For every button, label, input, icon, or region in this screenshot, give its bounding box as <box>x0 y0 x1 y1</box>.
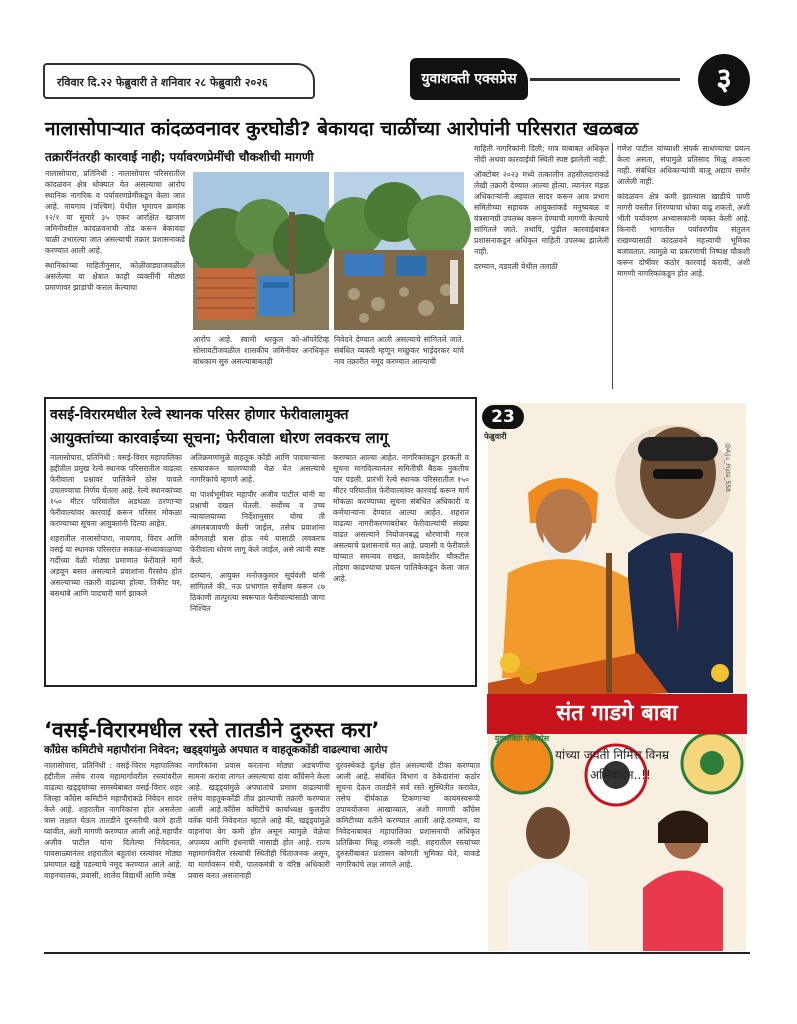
article2-col2 <box>190 452 325 684</box>
article1-col1-p1: नालासोपारा, प्रतिनिधी : नालासोपारा परिसरातील कांदळवन क्षेत्र धोक्यात येत असल्याचा आरोप स्थानिक नागरिक व पर्यावरणप्रेमींकडून केला जात आहे. नायगाव (पश्चिम) येथील भूमापन क्रमांक १२/१ या सुमारे ३५ एकर आरक्षित खाजण जमिनीवरील कांदळवनाची तोड करून बेकायदा चाळी उभारल्या जात असल्याची तक्रार प्रशासनाकडे करण्यात आली आहे. <box>45 169 185 255</box>
advert-line1: यांच्या जयंती निमित्त विनम्र <box>555 748 670 762</box>
article1-col5-p2: कांदळवन क्षेत्र कमी झाल्यास खाडीचे पाणी नागरी वस्तीत शिरण्याचा धोका वाढू शकतो, अशी भीती पर्यावरण अभ्यासकांनी व्यक्त केली आहे. किनारी भागातील पर्यावरणीय संतुलन राखण्यासाठी कांदळवने महत्त्वाची भूमिका बजावतात. त्यामुळे या प्रकरणाची निष्पक्ष चौकशी करून दोषींवर कठोर कारवाई करावी, अशी मागणी नागरिकांकडून होत आहे. <box>617 192 750 278</box>
photo-mangrove-site-art <box>334 172 464 330</box>
header-rule <box>530 78 680 81</box>
article1-col4 <box>474 143 609 393</box>
article2-col2-p1: अतिक्रमणांमुळे वाहतूक कोंडी आणि पादचाऱ्यांना रस्त्यावरून चालण्याची वेळ येत असल्याचे नागरिकांचे म्हणणे आहे. <box>190 453 325 484</box>
article1-col4-p2: ऑक्टोबर २०२३ मध्ये तत्कालीन तहसीलदारांकडे लेखी तक्रारी देण्यात आल्या होत्या. त्यानंतर मंडळ अधिकाऱ्यांनी अहवाल सादर करून आय प्रभाग समितीच्या सहायक आयुक्तांकडे मनुष्यबळ व यंत्रसामग्री उपलब्ध करून देण्याची मागणी केल्याचे सांगितले जाते. तथापि, पुढील कारवाईबाबत प्रशासनाकडून अधिकृत माहिती उपलब्ध झालेली नाही. <box>474 170 609 256</box>
article2-col1 <box>50 452 182 684</box>
article3-headline: ‘वसई-विरारमधील रस्ते तातडीने दुरुस्त करा’ <box>44 718 380 742</box>
article2-headline: वसई-विरारमधील रेल्वे स्थानक परिसर होणार फेरीवालामुक्त <box>50 407 349 423</box>
article2-subhead: आयुक्तांच्या कारवाईच्या सूचना; फेरीवाला धोरण लवकरच लागू <box>50 429 389 447</box>
article3-col1 <box>44 760 182 950</box>
article1-col1-p2: स्थानिकांच्या माहितीनुसार, कोळीवाड्याजवळील असलेल्या या क्षेत्रात काही व्यक्तींनी मोठ्या प्रमाणावर झाडांची कत्तल केल्याचा <box>45 261 185 292</box>
article3-subhead: काँग्रेस कमिटीचे महापौरांना निवेदन; खड्ड्यांमुळे अपघात व वाहतूककोंडी वाढल्याचा आरोप <box>44 744 388 756</box>
article3-col2-text: नागरिकांना प्रवास करताना मोठ्या अडचणींचा सामना करावा लागत असल्याचा दावा काँग्रेसने केला आहे. खड्ड्यांमुळे अपघातांचे प्रमाण वाढल्याची तसेच वाहतूककोंडी तीव्र झाल्याची तक्रारी करण्यात आली आहे.काँग्रेस कमिटीचे कार्याध्यक्ष कुलदीप वर्तक यांनी निवेदनात म्हटले आहे की, खड्ड्यांमुळे वाहनांचा वेग कमी होत असून त्यामुळे वेळेचा अपव्यय आणि इंधनाची नासाडी होत आहे. राज्य महामार्गावरील रस्त्यांची स्थितीही चिंताजनक असून, या मार्गावरून मंत्री, पालकमंत्री व वरिष्ठ अधिकारी प्रवास करत असतानाही <box>188 761 330 880</box>
tribute-advert <box>484 403 746 951</box>
photo-mangrove-construction-art <box>193 172 329 330</box>
masthead-logo: युवाशक्ती एक्सप्रेस <box>410 58 528 100</box>
article1-subhead: तक्रारींनंतरही कारवाई नाही; पर्यावरणप्रेमींची चौकशीची मागणी <box>45 150 314 164</box>
article1-col4-p1: माहिती नागरिकांनी दिली; मात्र याबाबत अधिकृत नोंदी अथवा कारवाईची स्थिती स्पष्ट झालेली नाही. <box>474 144 609 164</box>
article3-col3 <box>336 760 480 950</box>
article2-col1-p2: शहरातील नालासोपारा, नायगाव, विरार आणि वसई या स्थानक परिसरात सकाळ-संध्याकाळच्या गर्दीच्या वेळी मोठ्या प्रमाणात फेरीवाले मार्ग अडवून बसत असल्याने प्रवाशांना गैरसोय होत असल्याच्या तक्रारी वाढल्या होत्या. तिकीट घर, बसथांबे आणि पादचारी मार्ग झाकले <box>50 534 182 598</box>
page-number: ३ <box>698 54 750 106</box>
article2-col1-p1: नालासोपारा, प्रतिनिधी : वसई-विरार महापालिका हद्दीतील प्रमुख रेल्वे स्थानक परिसरातील वाढत्या फेरीवाला प्रश्नावर पालिकेने ठोस पावले उचलण्याचा निर्णय घेतला आहे. रेल्वे स्थानकांच्या १५० मीटर परिघातील अडथळा ठरणाऱ्या फेरीवाल्यांवर कारवाई करून परिसर मोकळा करण्याच्या सूचना आयुक्तांनी दिल्या आहेत. <box>50 453 182 528</box>
article3-col2 <box>188 760 330 950</box>
article2-col3 <box>333 452 469 684</box>
article1-col5 <box>617 143 750 393</box>
article1-col3-text: निवेदने देण्यात आली असल्याचे सांगितले जाते. संबंधित व्यक्ती म्हणून मच्छुकर भाईदरकर यांचे नाव तक्रारीत नमूद करण्यात आल्याची <box>334 335 464 366</box>
article1-col2-text: आरोप आहे. स्वामी धरकुल को-ऑपरेटिव्ह सोसायटीजवळील शासकीय जमिनीवर अनधिकृत बांधकाम सुरु असल्याबाबतही <box>193 335 329 366</box>
advert-artwork <box>488 403 746 951</box>
article2-col3-p1: करण्यात आल्या आहेत. नागरिकांकडून हरकती व सूचना मागविल्यानंतर समितीची बैठक नुकतीच पार पडली. प्रारंभी रेल्वे स्थानक परिसरातील १५० मीटर परिघातील फेरीवाल्यांवर कारवाई करून मार्ग मोकळा करण्याच्या सूचना संबंधित अधिकारी व कर्मचाऱ्यांना देण्यात आल्या आहेत. शहरात वाढत्या नागरीकरणाबरोबर फेरीवाल्यांची संख्या वाढत असल्याने नियोजनबद्ध धोरणाची गरज असल्याचे प्रशासनाचे मत आहे. प्रवासी व फेरीवाले यांच्यात समन्वय राखत, कायदेशीर चौकटीत तोडगा काढण्याचा प्रयत्न पालिकेकडून केला जात आहे. <box>333 453 469 583</box>
advert-date-number: 23 <box>482 405 524 429</box>
article1-col3 <box>334 334 464 394</box>
article1-col1 <box>45 168 185 394</box>
column-divider <box>612 143 613 389</box>
dateline: रविवार दि.२२ फेब्रुवारी ते शनिवार २८ फेब्रुवारी २०२६ <box>43 63 315 99</box>
photo-mangrove-site <box>334 172 464 330</box>
photo-mangrove-construction <box>193 172 329 330</box>
advert-date-month: फेब्रुवारी <box>484 432 507 441</box>
advert-title-banner: संत गाडगे बाबा <box>487 694 747 734</box>
article3-col3-text: दुरवस्थेकडे दुर्लक्ष होत असल्याची टीका करण्यात आली आहे. संबंधित विभाग व ठेकेदारांना कठोर सूचना देऊन तातडीने सर्व रस्ते सुस्थितीत करावेत, तसेच दीर्घकाळ टिकणाऱ्या कायमस्वरूपी उपाययोजना आखाव्यात, अशी मागणी काँग्रेस कमिटीच्या वतीने करण्यात आली आहे.दरम्यान, या निवेदनाबाबत महापालिका प्रशासनाची अधिकृत प्रतिक्रिया मिळू शकली नाही. शहरातील रस्त्यांच्या दुरुस्तीबाबत प्रशासन कोणती भूमिका घेते, याकडे नागरिकांचे लक्ष लागले आहे. <box>336 761 480 869</box>
advert-logo-left: युवाशक्ती एक्सप्रेस <box>494 734 550 743</box>
footer-rule <box>44 952 750 954</box>
article1-headline: नालासोपाऱ्यात कांदळवनावर कुरघोडी? बेकायदा चाळींच्या आरोपांनी परिसरात खळबळ <box>45 118 639 140</box>
article1-col4-p3: दरम्यान, वडवली येथील तलाठी <box>474 262 558 271</box>
article3-col1-text: नालासोपारा, प्रतिनिधी : वसई-विरार महापालिका हद्दीतील तसेच राज्य महामार्गावरील रस्त्यांवरील वाढत्या खड्ड्यांच्या समस्येबाबत वसई-विरार शहर जिल्हा काँग्रेस कमिटीने महापौरांकडे निवेदन सादर केले आहे. शहरातील नागरिकांना होत असलेला त्रास लक्षात घेऊन तातडीने दुरुस्तीची कामे हाती घ्यावीत, अशी मागणी करण्यात आली आहे.महापौर अजीव पाटील यांना दिलेल्या निवेदनात, पावसाळ्यानंतर शहरातील बहुतांश रस्त्यांवर मोठ्या प्रमाणात खड्डे पडल्याचे नमूद करण्यात आले आहे. वाहनचालक, प्रवासी, शालेय विद्यार्थी आणि ज्येष्ठ <box>44 761 182 880</box>
article2-col2-p3: दरम्यान, आयुक्त मनोजकुमार सूर्यवंशी यांनी सांगितले की, नऊ प्रभागांत सर्वेक्षण करून ८७ ठिकाणी तात्पुरत्या स्वरूपात फेरीवाल्यांसाठी जागा निश्चित <box>190 571 325 613</box>
article2-col2-p2: या पार्श्वभूमीवर महापौर अजीव पाटील यांनी या प्रश्नाची दखल घेतली. सर्वोच्च व उच्च न्यायालयाच्या निर्देशानुसार योग्य ती अंमलबजावणी केली जाईल, तसेच प्रवाशांना कोणताही त्रास होऊ नये यासाठी लवकरच फेरीवाला धोरण लागू केले जाईल, असे त्यांनी स्पष्ट केले. <box>190 490 326 565</box>
advert-handle: @Ajju_Pijda_558 <box>724 443 731 492</box>
advert-line2: अभिवादन..!! <box>590 768 651 782</box>
article1-col5-p1: गणेश पाटील यांच्याशी संपर्क साधण्याचा प्रयत्न केला असता, संपामुळे प्रतिसाद मिळू शकला नाही. संबंधित अधिकाऱ्यांची बाजू अद्याप समोर आलेली नाही. <box>617 144 750 186</box>
article1-col2 <box>193 334 329 394</box>
